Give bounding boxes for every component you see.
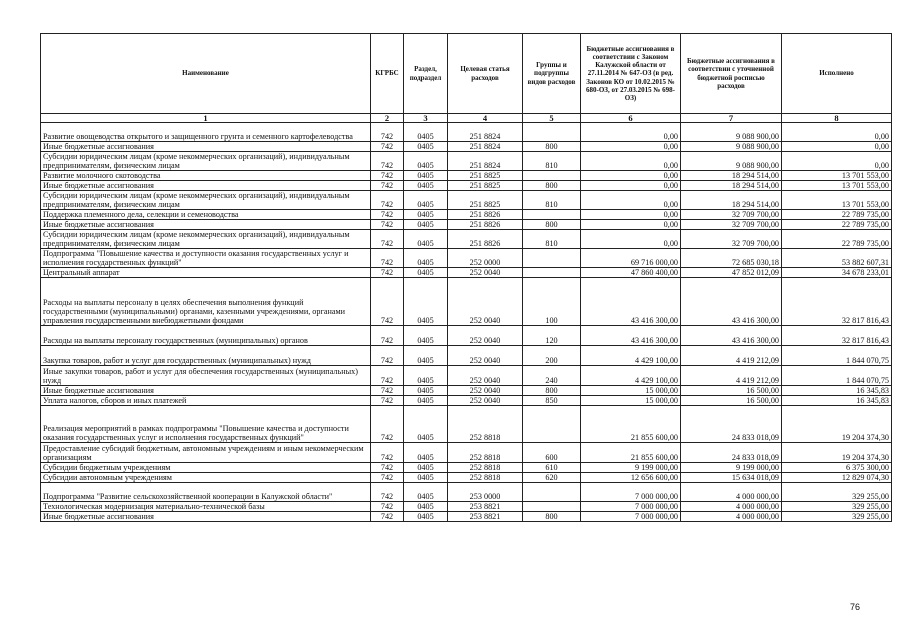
row-plan-amount: 9 088 900,00 xyxy=(681,152,782,171)
row-section: 0405 xyxy=(404,346,448,366)
row-kgrbs: 742 xyxy=(371,483,404,502)
row-section: 0405 xyxy=(404,230,448,249)
row-article: 251 8824 xyxy=(448,152,523,171)
row-name: Субсидии автономным учреждениям xyxy=(41,473,371,483)
row-law-amount: 12 656 600,00 xyxy=(581,473,681,483)
row-executed-amount: 34 678 233,01 xyxy=(782,268,892,278)
row-plan-amount: 9 088 900,00 xyxy=(681,123,782,142)
row-section: 0405 xyxy=(404,406,448,443)
row-section: 0405 xyxy=(404,502,448,512)
table-row xyxy=(41,463,892,473)
row-executed-amount: 32 817 816,43 xyxy=(782,326,892,346)
row-kgrbs: 742 xyxy=(371,396,404,406)
row-article: 252 8818 xyxy=(448,406,523,443)
row-law-amount: 4 429 100,00 xyxy=(581,366,681,386)
row-group: 600 xyxy=(523,443,581,463)
row-group xyxy=(523,268,581,278)
row-group xyxy=(523,249,581,268)
row-plan-amount: 18 294 514,00 xyxy=(681,191,782,210)
table-row xyxy=(41,171,892,181)
row-kgrbs: 742 xyxy=(371,249,404,268)
row-group xyxy=(523,123,581,142)
table-body xyxy=(41,123,892,522)
row-executed-amount: 13 701 553,00 xyxy=(782,171,892,181)
row-executed-amount: 0,00 xyxy=(782,123,892,142)
row-kgrbs: 742 xyxy=(371,473,404,483)
table-row xyxy=(41,346,892,366)
row-article: 252 0040 xyxy=(448,346,523,366)
row-plan-amount: 18 294 514,00 xyxy=(681,181,782,191)
row-name: Подпрограмма "Повышение качества и доступности оказания государственных услуг и исполнения государственных функций" xyxy=(41,249,371,268)
row-name: Технологическая модернизация материально-технической базы xyxy=(41,502,371,512)
row-plan-amount: 24 833 018,09 xyxy=(681,406,782,443)
row-section: 0405 xyxy=(404,386,448,396)
row-section: 0405 xyxy=(404,171,448,181)
row-executed-amount: 19 204 374,30 xyxy=(782,443,892,463)
row-kgrbs: 742 xyxy=(371,220,404,230)
row-article: 251 8825 xyxy=(448,191,523,210)
row-law-amount: 4 429 100,00 xyxy=(581,346,681,366)
header-executed: Исполнено xyxy=(782,34,892,114)
row-article: 251 8824 xyxy=(448,123,523,142)
row-law-amount: 21 855 600,00 xyxy=(581,406,681,443)
row-law-amount: 21 855 600,00 xyxy=(581,443,681,463)
row-law-amount: 0,00 xyxy=(581,171,681,181)
row-section: 0405 xyxy=(404,210,448,220)
row-section: 0405 xyxy=(404,142,448,152)
row-law-amount: 43 416 300,00 xyxy=(581,278,681,326)
row-section: 0405 xyxy=(404,123,448,142)
row-article: 253 0000 xyxy=(448,483,523,502)
row-executed-amount: 13 701 553,00 xyxy=(782,181,892,191)
row-article: 252 0040 xyxy=(448,268,523,278)
row-executed-amount: 0,00 xyxy=(782,152,892,171)
row-section: 0405 xyxy=(404,191,448,210)
row-name: Иные бюджетные ассигнования xyxy=(41,220,371,230)
row-executed-amount: 16 345,83 xyxy=(782,386,892,396)
row-law-amount: 0,00 xyxy=(581,191,681,210)
row-law-amount: 0,00 xyxy=(581,152,681,171)
row-name: Иные бюджетные ассигнования xyxy=(41,512,371,522)
row-executed-amount: 12 829 074,30 xyxy=(782,473,892,483)
row-executed-amount: 1 844 070,75 xyxy=(782,366,892,386)
row-executed-amount: 6 375 300,00 xyxy=(782,463,892,473)
row-kgrbs: 742 xyxy=(371,386,404,396)
row-article: 252 0040 xyxy=(448,366,523,386)
table-row xyxy=(41,142,892,152)
row-section: 0405 xyxy=(404,512,448,522)
row-group: 200 xyxy=(523,346,581,366)
row-group: 610 xyxy=(523,463,581,473)
row-kgrbs: 742 xyxy=(371,210,404,220)
row-name: Иные бюджетные ассигнования xyxy=(41,142,371,152)
row-kgrbs: 742 xyxy=(371,152,404,171)
header-group: Группы и подгруппы видов расходов xyxy=(523,34,581,114)
table-row xyxy=(41,366,892,386)
table-row xyxy=(41,268,892,278)
row-section: 0405 xyxy=(404,268,448,278)
row-name: Предоставление субсидий бюджетным, автономным учреждениям и иным некоммерческим организациям xyxy=(41,443,371,463)
row-name: Уплата налогов, сборов и иных платежей xyxy=(41,396,371,406)
row-plan-amount: 18 294 514,00 xyxy=(681,171,782,181)
row-kgrbs: 742 xyxy=(371,171,404,181)
row-group: 850 xyxy=(523,396,581,406)
row-executed-amount: 329 255,00 xyxy=(782,483,892,502)
row-kgrbs: 742 xyxy=(371,512,404,522)
row-kgrbs: 742 xyxy=(371,142,404,152)
row-group: 800 xyxy=(523,512,581,522)
row-article: 253 8821 xyxy=(448,512,523,522)
row-kgrbs: 742 xyxy=(371,463,404,473)
row-kgrbs: 742 xyxy=(371,181,404,191)
row-executed-amount: 1 844 070,75 xyxy=(782,346,892,366)
row-executed-amount: 53 882 607,31 xyxy=(782,249,892,268)
row-plan-amount: 24 833 018,09 xyxy=(681,443,782,463)
row-plan-amount: 47 852 012,09 xyxy=(681,268,782,278)
row-group: 120 xyxy=(523,326,581,346)
row-kgrbs: 742 xyxy=(371,123,404,142)
row-article: 252 0040 xyxy=(448,396,523,406)
table-row xyxy=(41,230,892,249)
row-name: Центральный аппарат xyxy=(41,268,371,278)
header-name: Наименование xyxy=(41,34,371,114)
row-law-amount: 7 000 000,00 xyxy=(581,502,681,512)
table-row xyxy=(41,483,892,502)
row-law-amount: 0,00 xyxy=(581,220,681,230)
row-section: 0405 xyxy=(404,278,448,326)
table-row xyxy=(41,210,892,220)
row-kgrbs: 742 xyxy=(371,502,404,512)
row-name: Субсидии юридическим лицам (кроме некоммерческих организаций), индивидуальным предпринимателям, физическим лицам xyxy=(41,152,371,171)
row-group xyxy=(523,502,581,512)
row-plan-amount: 32 709 700,00 xyxy=(681,210,782,220)
row-kgrbs: 742 xyxy=(371,268,404,278)
page-number: 76 xyxy=(850,602,861,612)
row-law-amount: 0,00 xyxy=(581,123,681,142)
row-name: Подпрограмма "Развитие сельскохозяйственной кооперации в Калужской области" xyxy=(41,483,371,502)
column-number: 2 xyxy=(371,114,404,123)
row-kgrbs: 742 xyxy=(371,230,404,249)
row-kgrbs: 742 xyxy=(371,326,404,346)
row-name: Субсидии юридическим лицам (кроме некоммерческих организаций), индивидуальным предпринимателям, физическим лицам xyxy=(41,191,371,210)
column-number: 7 xyxy=(681,114,782,123)
row-section: 0405 xyxy=(404,463,448,473)
row-article: 252 0000 xyxy=(448,249,523,268)
row-article: 252 0040 xyxy=(448,278,523,326)
row-name: Иные бюджетные ассигнования xyxy=(41,181,371,191)
column-number: 3 xyxy=(404,114,448,123)
row-article: 253 8821 xyxy=(448,502,523,512)
row-law-amount: 7 000 000,00 xyxy=(581,512,681,522)
row-plan-amount: 32 709 700,00 xyxy=(681,230,782,249)
row-law-amount: 0,00 xyxy=(581,230,681,249)
column-number: 4 xyxy=(448,114,523,123)
table-row xyxy=(41,473,892,483)
row-name: Субсидии юридическим лицам (кроме некоммерческих организаций), индивидуальным предпринимателям, физическим лицам xyxy=(41,230,371,249)
table-row xyxy=(41,502,892,512)
row-section: 0405 xyxy=(404,152,448,171)
column-number: 8 xyxy=(782,114,892,123)
row-law-amount: 0,00 xyxy=(581,181,681,191)
row-plan-amount: 4 000 000,00 xyxy=(681,502,782,512)
row-article: 251 8824 xyxy=(448,142,523,152)
row-name: Реализация мероприятий в рамках подпрограммы "Повышение качества и доступности оказания государственных услуг и исполнения государственных функций" xyxy=(41,406,371,443)
budget-execution-table xyxy=(40,33,892,522)
row-executed-amount: 0,00 xyxy=(782,142,892,152)
row-kgrbs: 742 xyxy=(371,278,404,326)
column-number-row xyxy=(41,114,892,123)
row-name: Поддержка племенного дела, селекции и семеноводства xyxy=(41,210,371,220)
row-law-amount: 0,00 xyxy=(581,142,681,152)
row-section: 0405 xyxy=(404,443,448,463)
row-plan-amount: 72 685 030,18 xyxy=(681,249,782,268)
row-law-amount: 9 199 000,00 xyxy=(581,463,681,473)
row-kgrbs: 742 xyxy=(371,346,404,366)
row-section: 0405 xyxy=(404,181,448,191)
row-group: 810 xyxy=(523,191,581,210)
row-article: 252 0040 xyxy=(448,386,523,396)
row-kgrbs: 742 xyxy=(371,443,404,463)
header-article: Целевая статья расходов xyxy=(448,34,523,114)
row-law-amount: 43 416 300,00 xyxy=(581,326,681,346)
row-article: 251 8826 xyxy=(448,220,523,230)
row-law-amount: 15 000,00 xyxy=(581,396,681,406)
row-plan-amount: 16 500,00 xyxy=(681,396,782,406)
row-name: Развитие овощеводства открытого и защищенного грунта и семенного картофелеводства xyxy=(41,123,371,142)
row-group: 800 xyxy=(523,142,581,152)
header-law-allocations: Бюджетные ассигнования в соответствии с Законом Калужской области от 27.11.2014 № 647-ОЗ (в ред. Законов КО от 10.02.2015 № 680-ОЗ, от 27.03.2015 № 698-ОЗ) xyxy=(581,34,681,114)
row-name: Расходы на выплаты персоналу в целях обеспечения выполнения функций государственными (муниципальными) органами, казенными учреждениями, органами управления государственными внебюджетными фондами xyxy=(41,278,371,326)
row-section: 0405 xyxy=(404,366,448,386)
table-row xyxy=(41,386,892,396)
row-law-amount: 47 860 400,00 xyxy=(581,268,681,278)
row-kgrbs: 742 xyxy=(371,406,404,443)
row-law-amount: 15 000,00 xyxy=(581,386,681,396)
row-kgrbs: 742 xyxy=(371,366,404,386)
row-plan-amount: 4 000 000,00 xyxy=(681,512,782,522)
row-article: 252 0040 xyxy=(448,326,523,346)
row-name: Расходы на выплаты персоналу государственных (муниципальных) органов xyxy=(41,326,371,346)
table-row xyxy=(41,220,892,230)
row-article: 252 8818 xyxy=(448,473,523,483)
row-executed-amount: 329 255,00 xyxy=(782,512,892,522)
row-plan-amount: 32 709 700,00 xyxy=(681,220,782,230)
row-plan-amount: 4 419 212,09 xyxy=(681,346,782,366)
row-section: 0405 xyxy=(404,249,448,268)
row-name: Иные бюджетные ассигнования xyxy=(41,386,371,396)
row-name: Закупка товаров, работ и услуг для государственных (муниципальных) нужд xyxy=(41,346,371,366)
row-executed-amount: 16 345,83 xyxy=(782,396,892,406)
row-section: 0405 xyxy=(404,220,448,230)
row-article: 251 8826 xyxy=(448,230,523,249)
row-section: 0405 xyxy=(404,483,448,502)
table-row xyxy=(41,191,892,210)
header-section: Раздел, подраздел xyxy=(404,34,448,114)
column-number: 1 xyxy=(41,114,371,123)
row-law-amount: 7 000 000,00 xyxy=(581,483,681,502)
table-header xyxy=(41,34,892,123)
row-plan-amount: 43 416 300,00 xyxy=(681,278,782,326)
table-row xyxy=(41,443,892,463)
column-number: 5 xyxy=(523,114,581,123)
row-plan-amount: 16 500,00 xyxy=(681,386,782,396)
row-article: 251 8826 xyxy=(448,210,523,220)
row-executed-amount: 22 789 735,00 xyxy=(782,220,892,230)
row-law-amount: 69 716 000,00 xyxy=(581,249,681,268)
table-row xyxy=(41,278,892,326)
column-number: 6 xyxy=(581,114,681,123)
row-executed-amount: 22 789 735,00 xyxy=(782,230,892,249)
row-executed-amount: 22 789 735,00 xyxy=(782,210,892,220)
row-group: 810 xyxy=(523,152,581,171)
row-group: 800 xyxy=(523,220,581,230)
row-executed-amount: 13 701 553,00 xyxy=(782,191,892,210)
table-row xyxy=(41,152,892,171)
row-plan-amount: 4 419 212,09 xyxy=(681,366,782,386)
header-plan-allocations: Бюджетные ассигнования в соответствии с уточненной бюджетной росписью расходов xyxy=(681,34,782,114)
row-name: Развитие молочного скотоводства xyxy=(41,171,371,181)
row-group: 100 xyxy=(523,278,581,326)
table-row xyxy=(41,123,892,142)
row-group: 240 xyxy=(523,366,581,386)
row-executed-amount: 329 255,00 xyxy=(782,502,892,512)
row-group xyxy=(523,483,581,502)
row-plan-amount: 9 199 000,00 xyxy=(681,463,782,473)
table-row xyxy=(41,326,892,346)
row-name: Иные закупки товаров, работ и услуг для обеспечения государственных (муниципальных) нужд xyxy=(41,366,371,386)
row-group: 620 xyxy=(523,473,581,483)
row-group xyxy=(523,210,581,220)
row-article: 251 8825 xyxy=(448,171,523,181)
row-group xyxy=(523,406,581,443)
row-plan-amount: 9 088 900,00 xyxy=(681,142,782,152)
row-group: 800 xyxy=(523,181,581,191)
row-group xyxy=(523,171,581,181)
row-kgrbs: 742 xyxy=(371,191,404,210)
table-row xyxy=(41,512,892,522)
row-name: Субсидии бюджетным учреждениям xyxy=(41,463,371,473)
row-plan-amount: 4 000 000,00 xyxy=(681,483,782,502)
row-article: 252 8818 xyxy=(448,463,523,473)
row-law-amount: 0,00 xyxy=(581,210,681,220)
row-section: 0405 xyxy=(404,473,448,483)
row-article: 251 8825 xyxy=(448,181,523,191)
row-group: 800 xyxy=(523,386,581,396)
table-row xyxy=(41,181,892,191)
row-executed-amount: 32 817 816,43 xyxy=(782,278,892,326)
table-row xyxy=(41,249,892,268)
row-article: 252 8818 xyxy=(448,443,523,463)
row-plan-amount: 15 634 018,09 xyxy=(681,473,782,483)
table-row xyxy=(41,406,892,443)
row-plan-amount: 43 416 300,00 xyxy=(681,326,782,346)
header-kgrbs: КГРБС xyxy=(371,34,404,114)
row-section: 0405 xyxy=(404,396,448,406)
row-section: 0405 xyxy=(404,326,448,346)
row-executed-amount: 19 204 374,30 xyxy=(782,406,892,443)
row-group: 810 xyxy=(523,230,581,249)
table-row xyxy=(41,396,892,406)
